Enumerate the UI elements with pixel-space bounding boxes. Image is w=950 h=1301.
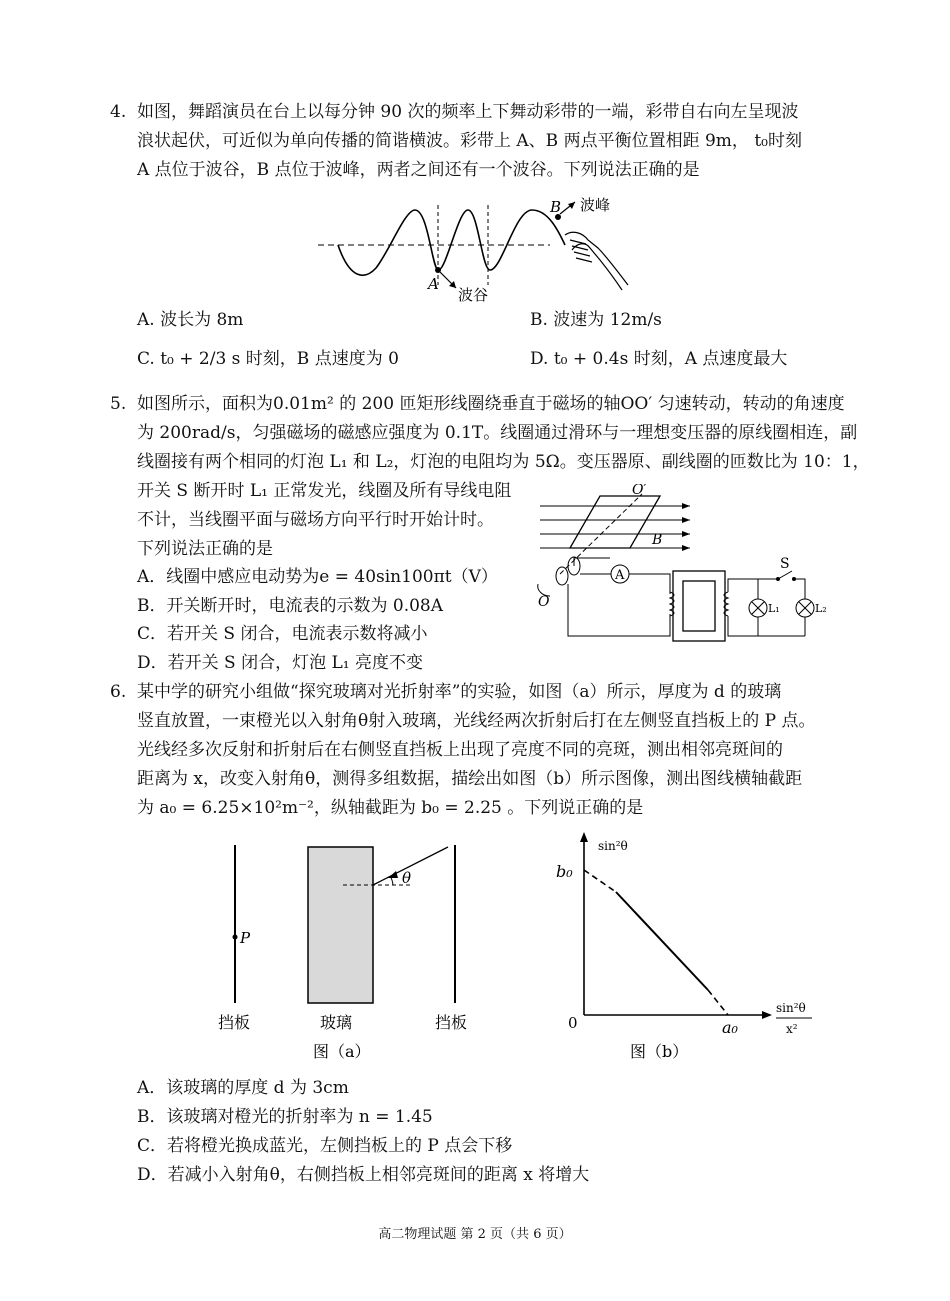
label-origin: 0 [568, 1014, 578, 1032]
hand-icon [565, 232, 628, 290]
q4-line-1: 如图，舞蹈演员在台上以每分钟 90 次的频率上下舞动彩带的一端，彩带自右向左呈现波 [137, 102, 799, 122]
label-theta: θ [402, 869, 412, 887]
q6-option-d: D．若减小入射角θ，右侧挡板上相邻亮斑间的距离 x 将增大 [137, 1165, 590, 1185]
label-x-axis-den: x² [786, 1022, 798, 1036]
label-a0: a₀ [722, 1018, 738, 1037]
q5-option-a: A．线圈中感应电动势为e = 40sin100πt（V） [137, 567, 498, 587]
q4-option-b: B. 波速为 12m/s [530, 310, 662, 330]
label-b0: b₀ [556, 862, 573, 881]
q4-option-d: D. t₀ + 0.4s 时刻，A 点速度最大 [530, 349, 788, 369]
caption-b: 图（b） [630, 1042, 689, 1061]
q4-option-a: A. 波长为 8m [137, 310, 244, 330]
label-p: P [240, 929, 251, 947]
q6-line-5: 为 a₀ = 6.25×10²m⁻²，纵轴截距为 b₀ = 2.25 。下列说正确的是 [137, 798, 644, 818]
q6-figure-b [550, 830, 830, 1065]
label-y-axis: sin²θ [598, 839, 628, 853]
q6-figure-a [210, 835, 500, 1065]
q6-line-3: 光线经多次反射和折射后在右侧竖直挡板上出现了亮度不同的亮斑，测出相邻亮斑间的 [137, 740, 783, 760]
graph-line [616, 892, 708, 990]
q4-line-3: A 点位于波谷，B 点位于波峰，两者之间还有一个波谷。下列说法正确的是 [137, 160, 700, 180]
q5-option-c: C．若开关 S 闭合，电流表示数将减小 [137, 624, 428, 644]
q6-option-c: C．若将橙光换成蓝光，左侧挡板上的 P 点会下移 [137, 1136, 513, 1156]
q5-line-1: 如图所示，面积为0.01m² 的 200 匝矩形线圈绕垂直于磁场的轴OO′ 匀速转动，转动的角速度 [137, 394, 845, 414]
q4-wave-figure [310, 190, 640, 305]
label-ammeter: A [615, 568, 625, 583]
label-x-axis-num: sin²θ [776, 1001, 806, 1015]
label-o-top: O′ [632, 484, 647, 498]
label-a: A [428, 275, 439, 293]
q6-number: 6. [110, 682, 127, 702]
label-crest: 波峰 [580, 196, 611, 214]
glass-block [308, 847, 373, 1003]
page-footer: 高二物理试题 第 2 页（共 6 页） [378, 1227, 572, 1242]
q6-line-4: 距离为 x，改变入射角θ，测得多组数据，描绘出如图（b）所示图像，测出图线横轴截距 [137, 769, 803, 789]
q4-number: 4. [110, 102, 127, 122]
q5-option-d: D．若开关 S 闭合，灯泡 L₁ 亮度不变 [137, 653, 423, 673]
label-left-board: 挡板 [218, 1013, 251, 1032]
q6-option-b: B．该玻璃对橙光的折射率为 n = 1.45 [137, 1107, 433, 1127]
q5-line-3: 线圈接有两个相同的灯泡 L₁ 和 L₂，灯泡的电阻均为 5Ω。变压器原、副线圈的匝数比为 10：1， [137, 452, 870, 472]
label-glass: 玻璃 [320, 1013, 353, 1032]
label-l1: L₁ [768, 602, 780, 615]
q6-line-2: 竖直放置，一束橙光以入射角θ射入玻璃，光线经两次折射后打在左侧竖直挡板上的 P 点。 [137, 711, 816, 731]
q6-option-a: A．该玻璃的厚度 d 为 3cm [137, 1078, 349, 1098]
q5-circuit-figure [530, 484, 840, 644]
label-l2: L₂ [815, 602, 827, 615]
q4-line-2: 浪状起伏，可近似为单向传播的简谐横波。彩带上 A、B 两点平衡位置相距 9m， t₀时刻 [137, 131, 802, 151]
q5-number: 5. [110, 394, 127, 414]
label-trough: 波谷 [458, 286, 489, 304]
label-right-board: 挡板 [435, 1013, 468, 1032]
q4-option-c: C. t₀ + 2/3 s 时刻，B 点速度为 0 [137, 349, 399, 369]
label-b: B [550, 198, 562, 216]
q5-line-4: 开关 S 断开时 L₁ 正常发光，线圈及所有导线电阻 [137, 481, 512, 501]
q5-option-b: B．开关断开时，电流表的示数为 0.08A [137, 596, 444, 616]
q5-line-5: 不计，当线圈平面与磁场方向平行时开始计时。 [137, 510, 494, 530]
label-o-bottom: O [538, 594, 550, 610]
q6-line-1: 某中学的研究小组做“探究玻璃对光折射率”的实验，如图（a）所示，厚度为 d 的玻璃 [137, 682, 782, 702]
q5-line-2: 为 200rad/s，匀强磁场的磁感应强度为 0.1T。线圈通过滑环与一理想变压器的原线圈相连，副 [137, 423, 858, 443]
label-field-b: B [652, 532, 663, 548]
label-switch: S [780, 556, 790, 572]
caption-a: 图（a） [313, 1042, 371, 1061]
q5-line-6: 下列说法正确的是 [137, 539, 273, 559]
